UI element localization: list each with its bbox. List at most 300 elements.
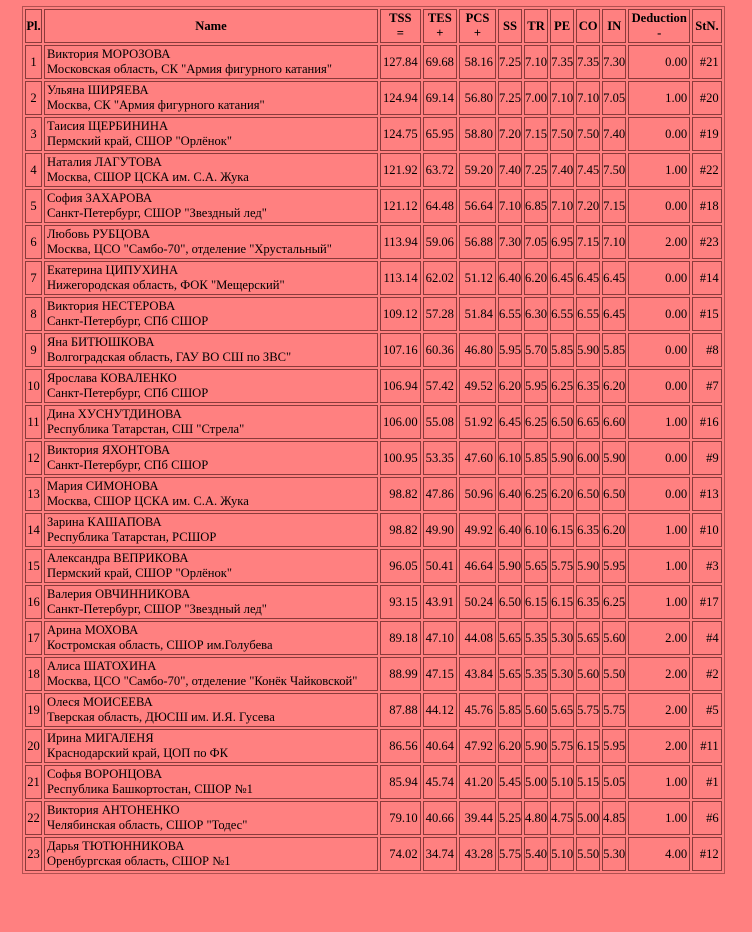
- tss-cell: 121.92: [380, 153, 421, 187]
- ss-cell: 6.55: [498, 297, 522, 331]
- skater-name: Зарина КАШАПОВА: [47, 515, 162, 529]
- place-cell: 13: [25, 477, 42, 511]
- skater-club: Санкт-Петербург, СПб СШОР: [47, 386, 209, 400]
- place-cell: 16: [25, 585, 42, 619]
- pe-cell: 7.50: [550, 117, 574, 151]
- pe-cell: 5.90: [550, 441, 574, 475]
- table-row: [25, 81, 722, 115]
- table-row: [25, 657, 722, 691]
- skater-club: Пермский край, СШОР "Орлёнок": [47, 566, 233, 580]
- col-header-pe: PE: [550, 9, 574, 43]
- name-cell: [44, 801, 378, 835]
- ss-cell: 5.95: [498, 333, 522, 367]
- co-cell: 5.65: [576, 621, 600, 655]
- pe-cell: 6.20: [550, 477, 574, 511]
- tr-cell: 5.95: [524, 369, 548, 403]
- place-cell: 5: [25, 189, 42, 223]
- deduction-cell: 1.00: [628, 801, 690, 835]
- table-row: [25, 225, 722, 259]
- tr-cell: 5.90: [524, 729, 548, 763]
- deduction-cell: 0.00: [628, 45, 690, 79]
- pe-cell: 7.10: [550, 189, 574, 223]
- ss-cell: 7.10: [498, 189, 522, 223]
- pcs-cell: 44.08: [459, 621, 496, 655]
- place-cell: 3: [25, 117, 42, 151]
- ss-cell: 5.25: [498, 801, 522, 835]
- skater-club: Тверская область, ДЮСШ им. И.Я. Гусева: [47, 710, 275, 724]
- skater-name: Арина МОХОВА: [47, 623, 139, 637]
- co-cell: 5.60: [576, 657, 600, 691]
- deduction-cell: 4.00: [628, 837, 690, 871]
- pe-cell: 5.75: [550, 549, 574, 583]
- in-cell: 5.50: [602, 657, 626, 691]
- skater-name: Валерия ОВЧИННИКОВА: [47, 587, 191, 601]
- pe-cell: 6.55: [550, 297, 574, 331]
- deduction-cell: 0.00: [628, 117, 690, 151]
- skater-club: Республика Татарстан, СШ "Стрела": [47, 422, 245, 436]
- tes-cell: 62.02: [423, 261, 457, 295]
- tss-cell: 106.94: [380, 369, 421, 403]
- start-number-cell: #8: [692, 333, 721, 367]
- in-cell: 6.50: [602, 477, 626, 511]
- start-number-cell: #16: [692, 405, 721, 439]
- ss-cell: 7.20: [498, 117, 522, 151]
- name-cell: [44, 45, 378, 79]
- tes-cell: 65.95: [423, 117, 457, 151]
- tr-cell: 5.60: [524, 693, 548, 727]
- ss-cell: 5.65: [498, 621, 522, 655]
- start-number-cell: #11: [692, 729, 721, 763]
- table-row: [25, 441, 722, 475]
- start-number-cell: #3: [692, 549, 721, 583]
- tss-cell: 121.12: [380, 189, 421, 223]
- tss-cell: 113.14: [380, 261, 421, 295]
- tss-cell: 96.05: [380, 549, 421, 583]
- pcs-cell: 49.92: [459, 513, 496, 547]
- tr-cell: 7.25: [524, 153, 548, 187]
- tr-cell: 6.85: [524, 189, 548, 223]
- pcs-cell: 50.24: [459, 585, 496, 619]
- skater-club: Москва, ЦСО "Самбо-70", отделение "Хрустальный": [47, 242, 332, 256]
- tes-cell: 57.42: [423, 369, 457, 403]
- tss-cell: 113.94: [380, 225, 421, 259]
- place-cell: 15: [25, 549, 42, 583]
- skater-club: Краснодарский край, ЦОП по ФК: [47, 746, 229, 760]
- ss-cell: 5.90: [498, 549, 522, 583]
- tes-cell: 63.72: [423, 153, 457, 187]
- deduction-cell: 1.00: [628, 153, 690, 187]
- table-row: [25, 729, 722, 763]
- pcs-cell: 47.60: [459, 441, 496, 475]
- start-number-cell: #22: [692, 153, 721, 187]
- in-cell: 6.45: [602, 297, 626, 331]
- tes-cell: 47.86: [423, 477, 457, 511]
- col-header-pcs: [459, 9, 496, 43]
- place-cell: 22: [25, 801, 42, 835]
- tes-cell: 47.10: [423, 621, 457, 655]
- tss-cell: 107.16: [380, 333, 421, 367]
- pcs-cell: 51.12: [459, 261, 496, 295]
- col-header-in: IN: [602, 9, 626, 43]
- pe-cell: 6.45: [550, 261, 574, 295]
- name-cell: [44, 189, 378, 223]
- tr-cell: 4.80: [524, 801, 548, 835]
- tes-cell: 69.68: [423, 45, 457, 79]
- col-header-pcs-label: PCS: [465, 11, 490, 25]
- co-cell: 7.35: [576, 45, 600, 79]
- name-cell: [44, 405, 378, 439]
- tr-cell: 7.05: [524, 225, 548, 259]
- pe-cell: 6.15: [550, 513, 574, 547]
- skater-name: Ярослава КОВАЛЕНКО: [47, 371, 177, 385]
- co-cell: 7.10: [576, 81, 600, 115]
- tes-cell: 34.74: [423, 837, 457, 871]
- ss-cell: 7.30: [498, 225, 522, 259]
- tr-cell: 5.70: [524, 333, 548, 367]
- pe-cell: 5.10: [550, 765, 574, 799]
- tr-cell: 6.30: [524, 297, 548, 331]
- col-header-name: Name: [44, 9, 378, 43]
- name-cell: [44, 729, 378, 763]
- place-cell: 17: [25, 621, 42, 655]
- start-number-cell: #14: [692, 261, 721, 295]
- start-number-cell: #15: [692, 297, 721, 331]
- start-number-cell: #2: [692, 657, 721, 691]
- name-cell: [44, 117, 378, 151]
- pcs-cell: 46.80: [459, 333, 496, 367]
- table-row: [25, 693, 722, 727]
- col-header-deduction-label: Deduction: [631, 11, 687, 25]
- skater-name: Виктория АНТОНЕНКО: [47, 803, 180, 817]
- deduction-cell: 1.00: [628, 585, 690, 619]
- col-header-pcs-sign: +: [473, 26, 482, 40]
- pcs-cell: 45.76: [459, 693, 496, 727]
- table-row: [25, 513, 722, 547]
- start-number-cell: #17: [692, 585, 721, 619]
- skater-name: Алиса ШАТОХИНА: [47, 659, 157, 673]
- in-cell: 7.10: [602, 225, 626, 259]
- col-header-tes-label: TES: [427, 11, 452, 25]
- tr-cell: 6.25: [524, 477, 548, 511]
- pe-cell: 5.30: [550, 657, 574, 691]
- skater-name: Таисия ЩЕРБИНИНА: [47, 119, 169, 133]
- name-cell: [44, 765, 378, 799]
- co-cell: 5.75: [576, 693, 600, 727]
- in-cell: 4.85: [602, 801, 626, 835]
- tr-cell: 6.25: [524, 405, 548, 439]
- skater-name: Олеся МОИСЕЕВА: [47, 695, 153, 709]
- tss-cell: 85.94: [380, 765, 421, 799]
- place-cell: 12: [25, 441, 42, 475]
- ss-cell: 5.75: [498, 837, 522, 871]
- skater-club: Санкт-Петербург, СШОР "Звездный лед": [47, 206, 267, 220]
- tss-cell: 98.82: [380, 513, 421, 547]
- tes-cell: 50.41: [423, 549, 457, 583]
- skater-club: Костромская область, СШОР им.Голубева: [47, 638, 273, 652]
- pe-cell: 5.10: [550, 837, 574, 871]
- skater-club: Санкт-Петербург, СШОР "Звездный лед": [47, 602, 267, 616]
- tes-cell: 43.91: [423, 585, 457, 619]
- place-cell: 6: [25, 225, 42, 259]
- start-number-cell: #10: [692, 513, 721, 547]
- in-cell: 5.30: [602, 837, 626, 871]
- skater-name: Александра ВЕПРИКОВА: [47, 551, 189, 565]
- name-cell: [44, 225, 378, 259]
- skater-club: Москва, СК "Армия фигурного катания": [47, 98, 265, 112]
- tss-cell: 100.95: [380, 441, 421, 475]
- in-cell: 6.60: [602, 405, 626, 439]
- in-cell: 7.50: [602, 153, 626, 187]
- co-cell: 7.15: [576, 225, 600, 259]
- start-number-cell: #19: [692, 117, 721, 151]
- tss-cell: 93.15: [380, 585, 421, 619]
- co-cell: 6.35: [576, 513, 600, 547]
- co-cell: 7.45: [576, 153, 600, 187]
- deduction-cell: 0.00: [628, 297, 690, 331]
- deduction-cell: 2.00: [628, 729, 690, 763]
- deduction-cell: 2.00: [628, 693, 690, 727]
- col-header-tes-sign: +: [436, 26, 444, 40]
- pcs-cell: 43.84: [459, 657, 496, 691]
- place-cell: 11: [25, 405, 42, 439]
- table-row: [25, 477, 722, 511]
- tr-cell: 6.10: [524, 513, 548, 547]
- skater-club: Республика Башкортостан, СШОР №1: [47, 782, 253, 796]
- ss-cell: 7.25: [498, 81, 522, 115]
- tss-cell: 127.84: [380, 45, 421, 79]
- ss-cell: 5.85: [498, 693, 522, 727]
- pcs-cell: 47.92: [459, 729, 496, 763]
- ss-cell: 6.40: [498, 513, 522, 547]
- co-cell: 5.50: [576, 837, 600, 871]
- tes-cell: 44.12: [423, 693, 457, 727]
- col-header-co: CO: [576, 9, 600, 43]
- co-cell: 5.00: [576, 801, 600, 835]
- results-body: [25, 45, 722, 871]
- name-cell: [44, 657, 378, 691]
- pcs-cell: 58.16: [459, 45, 496, 79]
- col-header-deduction-sign: -: [657, 26, 662, 40]
- pcs-cell: 41.20: [459, 765, 496, 799]
- place-cell: 1: [25, 45, 42, 79]
- table-row: [25, 585, 722, 619]
- tes-cell: 40.66: [423, 801, 457, 835]
- name-cell: [44, 297, 378, 331]
- ss-cell: 5.65: [498, 657, 522, 691]
- skater-club: Челябинская область, СШОР "Тодес": [47, 818, 248, 832]
- in-cell: 5.85: [602, 333, 626, 367]
- co-cell: 6.35: [576, 585, 600, 619]
- place-cell: 4: [25, 153, 42, 187]
- co-cell: 6.50: [576, 477, 600, 511]
- in-cell: 5.95: [602, 729, 626, 763]
- start-number-cell: #21: [692, 45, 721, 79]
- tr-cell: 5.40: [524, 837, 548, 871]
- skater-name: София ЗАХАРОВА: [47, 191, 153, 205]
- col-header-tr: TR: [524, 9, 548, 43]
- col-header-ss: SS: [498, 9, 522, 43]
- tss-cell: 106.00: [380, 405, 421, 439]
- deduction-cell: 2.00: [628, 657, 690, 691]
- skater-club: Московская область, СК "Армия фигурного катания": [47, 62, 332, 76]
- in-cell: 5.75: [602, 693, 626, 727]
- name-cell: [44, 693, 378, 727]
- in-cell: 5.95: [602, 549, 626, 583]
- co-cell: 7.20: [576, 189, 600, 223]
- pcs-cell: 51.84: [459, 297, 496, 331]
- place-cell: 21: [25, 765, 42, 799]
- tss-cell: 86.56: [380, 729, 421, 763]
- name-cell: [44, 837, 378, 871]
- co-cell: 6.55: [576, 297, 600, 331]
- name-cell: [44, 621, 378, 655]
- col-header-deduction: [628, 9, 690, 43]
- name-cell: [44, 477, 378, 511]
- col-header-tss: [380, 9, 421, 43]
- deduction-cell: 0.00: [628, 441, 690, 475]
- deduction-cell: 1.00: [628, 513, 690, 547]
- co-cell: 6.15: [576, 729, 600, 763]
- tr-cell: 6.15: [524, 585, 548, 619]
- co-cell: 7.50: [576, 117, 600, 151]
- table-row: [25, 297, 722, 331]
- skater-name: Мария СИМОНОВА: [47, 479, 159, 493]
- place-cell: 2: [25, 81, 42, 115]
- in-cell: 6.20: [602, 369, 626, 403]
- tes-cell: 55.08: [423, 405, 457, 439]
- skater-name: Дина ХУСНУТДИНОВА: [47, 407, 182, 421]
- pe-cell: 6.15: [550, 585, 574, 619]
- in-cell: 7.40: [602, 117, 626, 151]
- start-number-cell: #13: [692, 477, 721, 511]
- table-row: [25, 45, 722, 79]
- name-cell: [44, 261, 378, 295]
- place-cell: 9: [25, 333, 42, 367]
- ss-cell: 6.20: [498, 369, 522, 403]
- tes-cell: 45.74: [423, 765, 457, 799]
- skater-name: Виктория ЯХОНТОВА: [47, 443, 171, 457]
- co-cell: 5.90: [576, 549, 600, 583]
- ss-cell: 5.45: [498, 765, 522, 799]
- name-cell: [44, 369, 378, 403]
- pcs-cell: 59.20: [459, 153, 496, 187]
- table-row: [25, 333, 722, 367]
- pe-cell: 7.10: [550, 81, 574, 115]
- table-row: [25, 405, 722, 439]
- ss-cell: 6.40: [498, 261, 522, 295]
- pcs-cell: 50.96: [459, 477, 496, 511]
- in-cell: 6.20: [602, 513, 626, 547]
- in-cell: 6.25: [602, 585, 626, 619]
- co-cell: 5.15: [576, 765, 600, 799]
- table-row: [25, 549, 722, 583]
- col-header-tes: [423, 9, 457, 43]
- pcs-cell: 51.92: [459, 405, 496, 439]
- tr-cell: 6.20: [524, 261, 548, 295]
- start-number-cell: #6: [692, 801, 721, 835]
- skater-club: Санкт-Петербург, СПб СШОР: [47, 314, 209, 328]
- table-row: [25, 765, 722, 799]
- deduction-cell: 1.00: [628, 549, 690, 583]
- tss-cell: 124.75: [380, 117, 421, 151]
- tr-cell: 7.15: [524, 117, 548, 151]
- start-number-cell: #1: [692, 765, 721, 799]
- in-cell: 5.90: [602, 441, 626, 475]
- table-row: [25, 117, 722, 151]
- tr-cell: 5.65: [524, 549, 548, 583]
- place-cell: 8: [25, 297, 42, 331]
- header-row: [25, 9, 722, 43]
- name-cell: [44, 153, 378, 187]
- col-header-tss-label: TSS: [389, 11, 412, 25]
- tss-cell: 109.12: [380, 297, 421, 331]
- skater-club: Республика Татарстан, РСШОР: [47, 530, 217, 544]
- tss-cell: 74.02: [380, 837, 421, 871]
- name-cell: [44, 585, 378, 619]
- pcs-cell: 49.52: [459, 369, 496, 403]
- pe-cell: 6.50: [550, 405, 574, 439]
- skater-name: Ирина МИГАЛЕНЯ: [47, 731, 154, 745]
- pcs-cell: 56.88: [459, 225, 496, 259]
- table-row: [25, 189, 722, 223]
- deduction-cell: 0.00: [628, 333, 690, 367]
- in-cell: 5.60: [602, 621, 626, 655]
- pe-cell: 7.35: [550, 45, 574, 79]
- col-header-start-number: StN.: [692, 9, 721, 43]
- deduction-cell: 1.00: [628, 765, 690, 799]
- skater-name: Любовь РУБЦОВА: [47, 227, 151, 241]
- start-number-cell: #4: [692, 621, 721, 655]
- pe-cell: 6.25: [550, 369, 574, 403]
- table-row: [25, 801, 722, 835]
- in-cell: 7.15: [602, 189, 626, 223]
- name-cell: [44, 333, 378, 367]
- in-cell: 7.30: [602, 45, 626, 79]
- tes-cell: 53.35: [423, 441, 457, 475]
- in-cell: 6.45: [602, 261, 626, 295]
- skater-name: Софья ВОРОНЦОВА: [47, 767, 163, 781]
- tss-cell: 98.82: [380, 477, 421, 511]
- co-cell: 6.00: [576, 441, 600, 475]
- tss-cell: 89.18: [380, 621, 421, 655]
- pe-cell: 5.75: [550, 729, 574, 763]
- start-number-cell: #23: [692, 225, 721, 259]
- table-row: [25, 261, 722, 295]
- skater-club: Пермский край, СШОР "Орлёнок": [47, 134, 233, 148]
- co-cell: 6.35: [576, 369, 600, 403]
- place-cell: 23: [25, 837, 42, 871]
- deduction-cell: 1.00: [628, 81, 690, 115]
- skater-club: Волгоградская область, ГАУ ВО СШ по ЗВС": [47, 350, 292, 364]
- tes-cell: 59.06: [423, 225, 457, 259]
- skater-name: Виктория НЕСТЕРОВА: [47, 299, 176, 313]
- skater-club: Москва, ЦСО "Самбо-70", отделение "Конёк Чайковской": [47, 674, 358, 688]
- pe-cell: 5.30: [550, 621, 574, 655]
- start-number-cell: #18: [692, 189, 721, 223]
- place-cell: 14: [25, 513, 42, 547]
- skater-name: Виктория МОРОЗОВА: [47, 47, 171, 61]
- results-table: [22, 6, 725, 874]
- ss-cell: 6.50: [498, 585, 522, 619]
- deduction-cell: 1.00: [628, 405, 690, 439]
- pe-cell: 7.40: [550, 153, 574, 187]
- deduction-cell: 0.00: [628, 477, 690, 511]
- start-number-cell: #12: [692, 837, 721, 871]
- skater-name: Дарья ТЮТЮННИКОВА: [47, 839, 185, 853]
- start-number-cell: #5: [692, 693, 721, 727]
- pcs-cell: 46.64: [459, 549, 496, 583]
- skater-name: Ульяна ШИРЯЕВА: [47, 83, 149, 97]
